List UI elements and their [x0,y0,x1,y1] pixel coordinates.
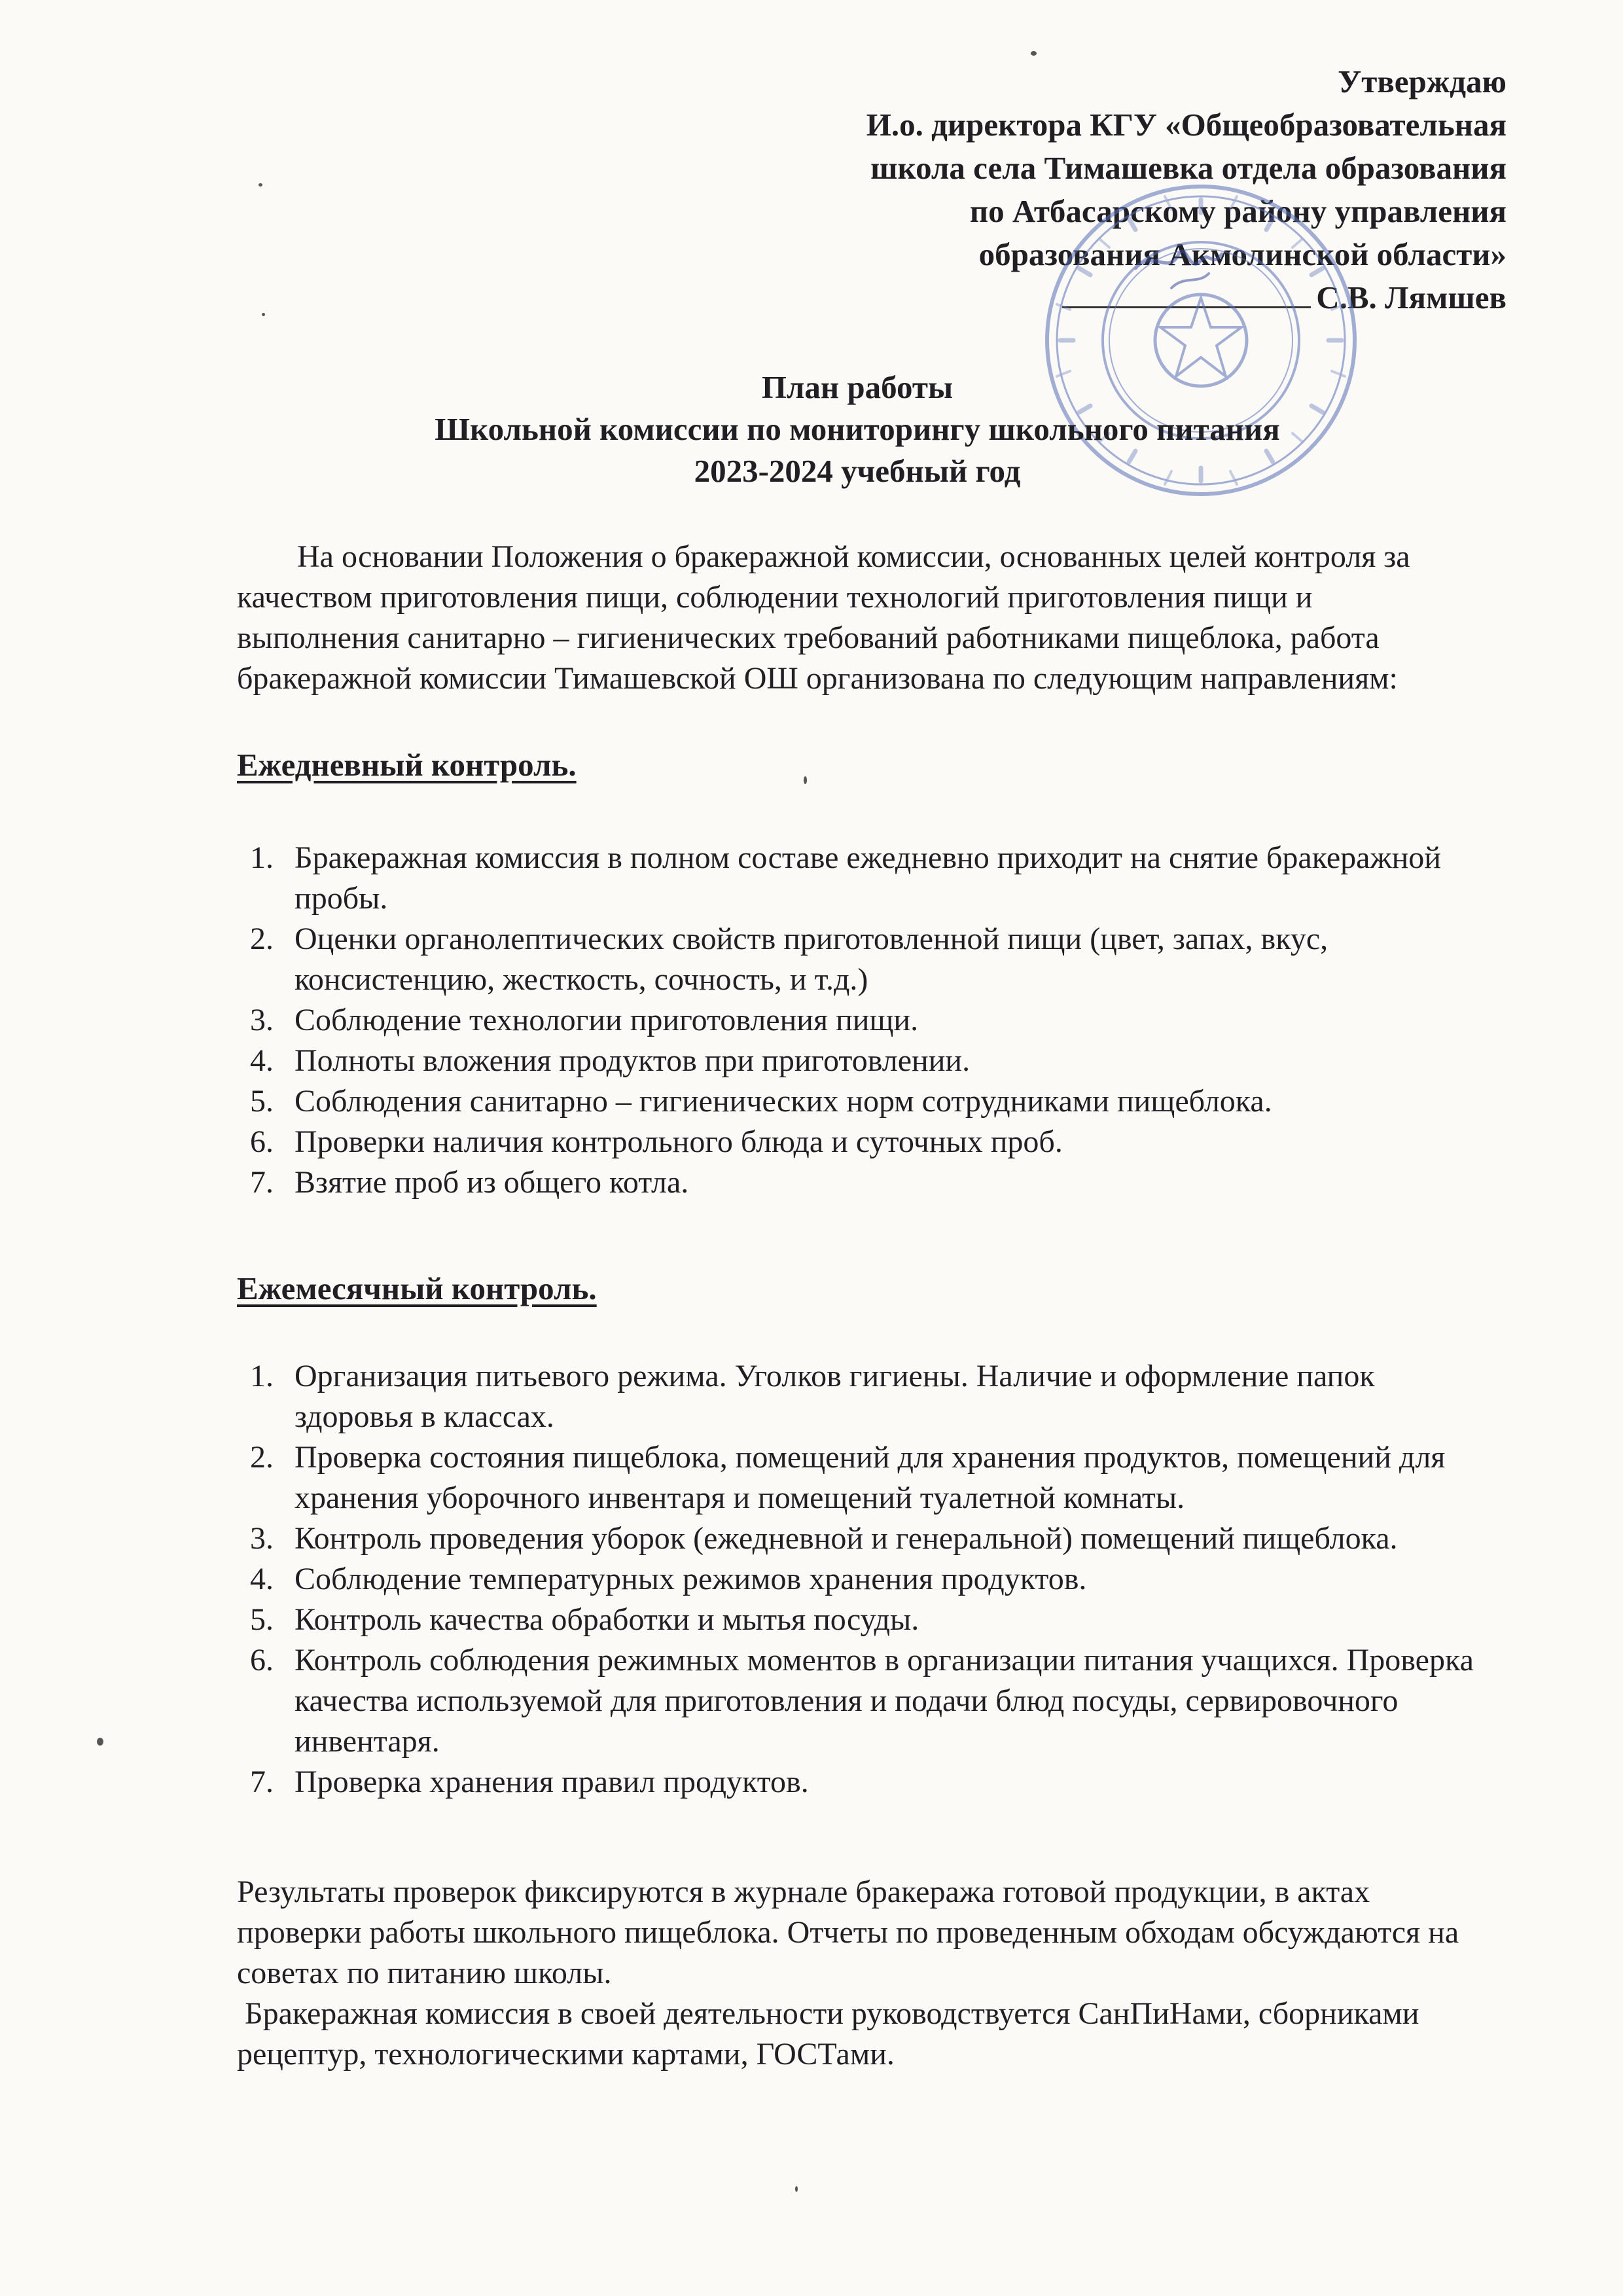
scan-speck [259,183,262,187]
guidance-paragraph: Бракеражная комиссия в своей деятельности руководствуется СанПиНами, сборниками рецептур, технологическими картами, ГОСТами. [237,1996,1419,2072]
approval-line: образования Акмолинской области» [978,236,1507,272]
list-item: 4. Соблюдение температурных режимов хранения продуктов. [250,1562,1087,1596]
title-line: План работы [761,369,954,405]
title-line: 2023-2024 учебный год [694,453,1021,489]
list-item: 1. Бракеражная комиссия в полном составе ежедневно приходит на снятие бракеражной пробы. [250,840,1441,916]
list-item: 5. Контроль качества обработки и мытья посуды. [250,1602,919,1637]
scan-speck [1031,51,1037,56]
monthly-control-heading: Ежемесячный контроль. [237,1270,597,1306]
intro-paragraph: На основании Положения о бракеражной комиссии, основанных целей контроля за качеством приготовления пищи, соблюдении технологий приготовления пищи и выполнения санитарно – гигиенических требований работниками пищеблока, работа бракеражной комиссии Тимашевской ОШ организована по следующим направлениям: [237,539,1410,696]
list-item: 3. Контроль проведения уборок (ежедневной и генеральной) помещений пищеблока. [250,1521,1398,1556]
scan-speck [262,313,265,316]
list-item: 1. Организация питьевого режима. Уголков гигиены. Наличие и оформление папок здоровья в классах. [250,1359,1375,1434]
approval-line: школа села Тимашевка отдела образования [870,150,1507,186]
list-item: 3. Соблюдение технологии приготовления пищи. [250,1003,919,1037]
title-line: Школьной комиссии по мониторингу школьного питания [435,411,1280,447]
list-item: 7. Взятие проб из общего котла. [250,1165,689,1200]
scan-speck [795,2186,798,2192]
approval-line: Утверждаю [1338,63,1507,99]
scan-speck [804,776,807,784]
signatory-name: С.В. Лямшев [1316,279,1507,315]
document-title [366,367,1348,492]
monthly-control-list [237,1356,1500,1803]
approval-line: по Атбасарскому району управления [969,193,1507,229]
list-item: 5. Соблюдения санитарно – гигиенических норм сотрудниками пищеблока. [250,1084,1272,1119]
list-item: 6. Контроль соблюдения режимных моментов в организации питания учащихся. Проверка качества используемой для приготовления и подачи блюд посуды, сервировочного инвентаря. [250,1643,1474,1759]
daily-control-list [237,838,1500,1203]
results-paragraph: Результаты проверок фиксируются в журнале бракеража готовой продукции, в актах проверки работы школьного пищеблока. Отчеты по проведенным обходам обсуждаются на советах по питанию школы. [237,1874,1459,1990]
scan-speck [97,1738,103,1746]
list-item: 4. Полноты вложения продуктов при приготовлении. [250,1043,971,1078]
approval-line: И.о. директора КГУ «Общеобразовательная [866,107,1507,143]
daily-control-heading: Ежедневный контроль. [237,747,577,783]
list-item: 7. Проверка хранения правил продуктов. [250,1765,809,1799]
list-item: 2. Проверка состояния пищеблока, помещений для хранения продуктов, помещений для хранения уборочного инвентаря и помещений туалетной комнаты. [250,1440,1446,1515]
list-item: 2. Оценки органолептических свойств приготовленной пищи (цвет, запах, вкус, консистенцию, жесткость, сочность, и т.д.) [250,922,1329,997]
list-item: 6. Проверки наличия контрольного блюда и суточных проб. [250,1124,1063,1159]
